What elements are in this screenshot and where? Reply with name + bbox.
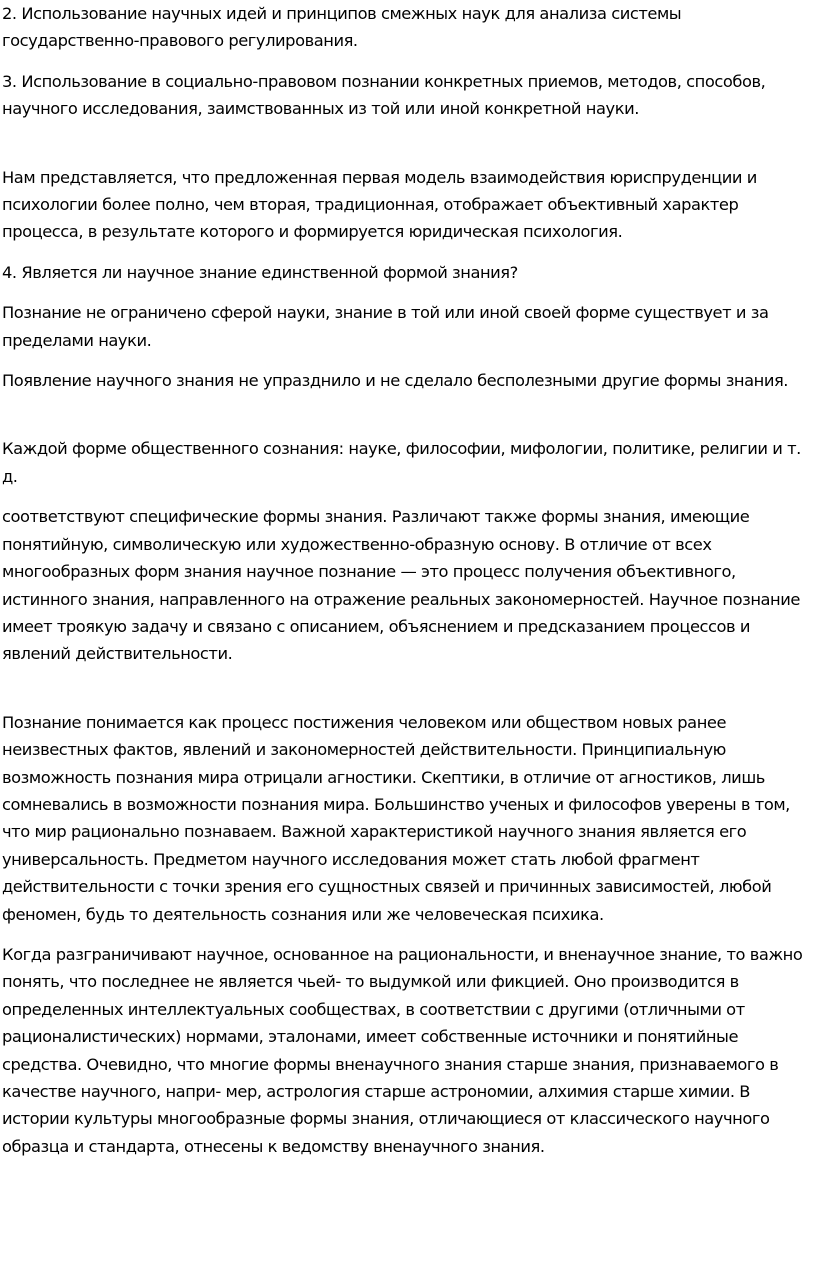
paragraph-question-4: 4. Является ли научное знание единственной формой знания? — [2, 262, 518, 282]
paragraph-cognition-definition: Познание понимается как процесс постижения человеком или обществом новых ранее неизвестных фактов, явлений и закономерностей действительности. Принципиальную возможность познания мира отрицали агностики. Скептики, в отличие от агностиков, лишь сомневались в возможности познания мира. Большинство ученых и философов уверены в том, что мир рационально познаваем. Важной характеристикой научного знания является его универсальность. Предметом научного исследования может стать любой фрагмент действительности с точки зрения его сущностных связей и причинных зависимостей, любой феномен, будь то деятельность сознания или же человеческая психика. — [2, 712, 790, 924]
paragraph-model-interaction: Нам представляется, что предложенная первая модель взаимодействия юриспруденции и психологии более полно, чем вторая, традиционная, отображает объективный характер процесса, в результате которого и формируется юридическая психология. — [2, 167, 757, 242]
paragraph-extrascientific-knowledge: Когда разграничивают научное, основанное на рациональности, и вненаучное знание, то важно понять, что последнее не является чьей- то выдумкой или фикцией. Оно производится в определенных интеллектуальных сообществах, в соответствии с другими (отличными от рационалистических) нормами, эталонами, имеет собственные источники и понятийные средства. Очевидно, что многие формы вненаучного знания старше знания, признаваемого в качестве научного, напри- мер, астрология старше астрономии, алхимия старше химии. В истории культуры многообразные формы знания, отличающиеся от классического научного образца и стандарта, отнесены к ведомству вненаучного знания. — [2, 944, 803, 1156]
paragraph-specific-forms: соответствуют специфические формы знания. Различают также формы знания, имеющие понятийную, символическую или художественно-образную основу. В отличие от всех многообразных форм знания научное познание — это процесс получения объективного, истинного знания, направленного на отражение реальных закономерностей. Научное познание имеет троякую задачу и связано с описанием, объяснением и предсказанием процессов и явлений действительности. — [2, 507, 800, 664]
paragraph-forms-of-consciousness: Каждой форме общественного сознания: науке, философии, мифологии, политике, религии и т. д. — [2, 439, 801, 486]
paragraph-item-3: 3. Использование в социально-правовом познании конкретных приемов, методов, способов, научного исследования, заимствованных из той или иной конкретной науки. — [2, 71, 766, 119]
paragraph-cognition-beyond-science: Познание не ограничено сферой науки, знание в той или иной своей форме существует и за пределами науки. — [2, 303, 769, 350]
paragraph-scientific-knowledge-appearance: Появление научного знания не упразднило и не сделало бесполезными другие формы знания. — [2, 371, 789, 391]
paragraph-item-2: 2. Использование научных идей и принципов смежных наук для анализа системы государственно-правового регулирования. — [2, 4, 682, 51]
